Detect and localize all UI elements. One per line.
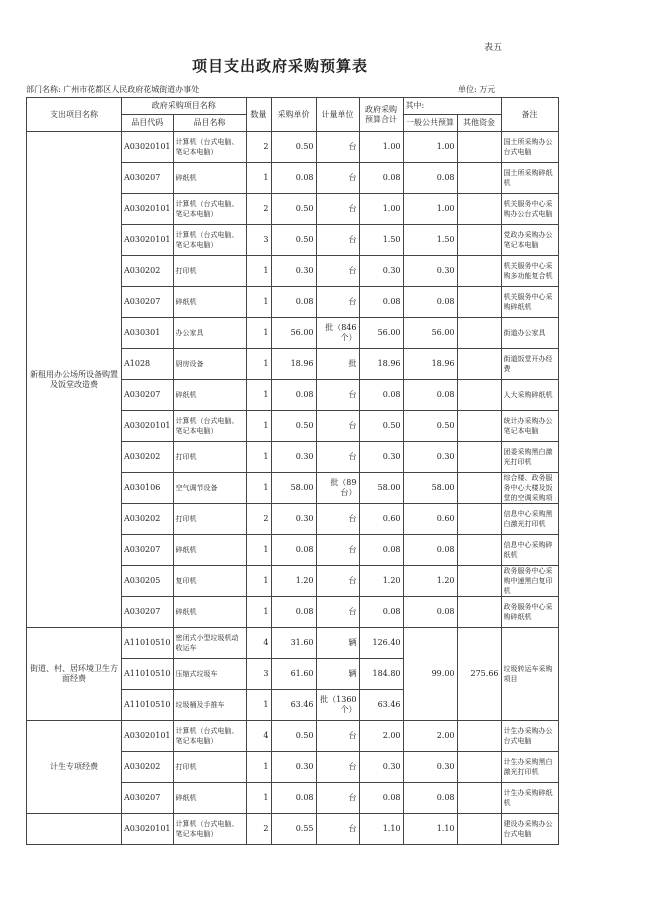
other-funds-cell — [457, 132, 501, 163]
quantity-cell: 1 — [246, 752, 271, 783]
remark-cell: 统计办采购办公笔记本电脑 — [501, 411, 558, 442]
general-budget-cell: 0.08 — [403, 163, 457, 194]
header-code: 品目代码 — [122, 115, 174, 132]
header-project: 支出项目名称 — [27, 98, 122, 132]
item-code-cell: A030202 — [122, 256, 174, 287]
remark-cell: 人大采购碎纸机 — [501, 380, 558, 411]
general-budget-cell: 1.00 — [403, 132, 457, 163]
unit-price-cell: 0.55 — [271, 814, 316, 845]
measure-unit-cell: 台 — [316, 287, 359, 318]
quantity-cell: 1 — [246, 597, 271, 628]
remark-cell: 计生办采购办公台式电脑 — [501, 721, 558, 752]
item-name-cell: 碎纸机 — [173, 163, 246, 194]
quantity-cell: 1 — [246, 473, 271, 504]
measure-unit-cell: 台 — [316, 535, 359, 566]
item-code-cell: A03020101 — [122, 132, 174, 163]
item-name-cell: 厨房设备 — [173, 349, 246, 380]
other-funds-cell — [457, 194, 501, 225]
other-funds-cell — [457, 349, 501, 380]
quantity-cell: 1 — [246, 380, 271, 411]
group-label-cell: 新租用办公场所设备购置及饭堂改造费 — [27, 132, 122, 628]
budget-total-cell: 2.00 — [359, 721, 403, 752]
general-budget-cell: 0.30 — [403, 442, 457, 473]
remark-cell: 垃圾转运车采购项目 — [501, 628, 558, 721]
item-code-cell: A030207 — [122, 783, 174, 814]
other-funds-cell — [457, 535, 501, 566]
quantity-cell: 1 — [246, 287, 271, 318]
unit-price-cell: 0.08 — [271, 535, 316, 566]
measure-unit-cell: 台 — [316, 566, 359, 597]
other-funds-cell — [457, 597, 501, 628]
quantity-cell: 2 — [246, 504, 271, 535]
item-name-cell: 计算机（台式电脑、笔记本电脑） — [173, 721, 246, 752]
department-value: 广州市花都区人民政府花城街道办事处 — [63, 85, 200, 94]
item-name-cell: 计算机（台式电脑、笔记本电脑） — [173, 225, 246, 256]
item-code-cell: A03020101 — [122, 194, 174, 225]
item-name-cell: 空气调节设备 — [173, 473, 246, 504]
unit-price-cell: 0.30 — [271, 442, 316, 473]
general-budget-cell: 58.00 — [403, 473, 457, 504]
header-among: 其中: — [403, 98, 501, 115]
general-budget-cell: 56.00 — [403, 318, 457, 349]
unit-price-cell: 0.50 — [271, 225, 316, 256]
budget-total-cell: 1.00 — [359, 194, 403, 225]
item-name-cell: 计算机（台式电脑、笔记本电脑） — [173, 814, 246, 845]
department-line — [26, 84, 199, 95]
item-name-cell: 碎纸机 — [173, 535, 246, 566]
budget-total-cell: 0.30 — [359, 256, 403, 287]
measure-unit-cell: 台 — [316, 194, 359, 225]
budget-total-cell: 58.00 — [359, 473, 403, 504]
header-qty: 数量 — [246, 98, 271, 132]
other-funds-cell — [457, 473, 501, 504]
measure-unit-cell: 台 — [316, 752, 359, 783]
item-code-cell: A030207 — [122, 597, 174, 628]
other-funds-cell — [457, 814, 501, 845]
unit-price-cell: 31.60 — [271, 628, 316, 659]
item-name-cell: 碎纸机 — [173, 287, 246, 318]
general-budget-cell: 0.30 — [403, 752, 457, 783]
item-name-cell: 计算机（台式电脑、笔记本电脑） — [173, 411, 246, 442]
general-budget-cell: 0.08 — [403, 783, 457, 814]
remark-cell: 信息中心采购碎纸机 — [501, 535, 558, 566]
budget-total-cell: 126.40 — [359, 628, 403, 659]
table-row — [27, 814, 559, 845]
item-code-cell: A03020101 — [122, 225, 174, 256]
measure-unit-cell: 台 — [316, 132, 359, 163]
item-code-cell: A1028 — [122, 349, 174, 380]
other-funds-cell — [457, 256, 501, 287]
quantity-cell: 1 — [246, 318, 271, 349]
item-name-cell: 打印机 — [173, 442, 246, 473]
item-name-cell: 压缩式垃圾车 — [173, 659, 246, 690]
general-budget-cell: 0.08 — [403, 380, 457, 411]
budget-total-cell: 0.08 — [359, 535, 403, 566]
measure-unit-cell: 台 — [316, 504, 359, 535]
remark-cell: 政务服务中心采购中速黑白复印机 — [501, 566, 558, 597]
other-funds-cell — [457, 442, 501, 473]
item-code-cell: A030301 — [122, 318, 174, 349]
remark-cell: 团委采购黑白激光打印机 — [501, 442, 558, 473]
remark-cell: 综合楼、政务服务中心大楼及饭堂的空调采购项 — [501, 473, 558, 504]
unit-price-cell: 0.30 — [271, 752, 316, 783]
group-label-cell: 计生专项经费 — [27, 721, 122, 814]
unit-price-cell: 0.08 — [271, 597, 316, 628]
quantity-cell: 3 — [246, 225, 271, 256]
header-procurement-item: 政府采购项目名称 — [122, 98, 247, 115]
quantity-cell: 1 — [246, 442, 271, 473]
table-row — [27, 132, 559, 163]
quantity-cell: 2 — [246, 814, 271, 845]
quantity-cell: 2 — [246, 132, 271, 163]
remark-cell: 政务服务中心采购碎纸机 — [501, 597, 558, 628]
group-label-cell — [27, 814, 122, 845]
unit-price-cell: 1.20 — [271, 566, 316, 597]
measure-unit-cell: 辆 — [316, 659, 359, 690]
budget-total-cell: 0.08 — [359, 287, 403, 318]
budget-total-cell: 184.80 — [359, 659, 403, 690]
unit-price-cell: 0.50 — [271, 411, 316, 442]
quantity-cell: 1 — [246, 256, 271, 287]
general-budget-cell: 1.20 — [403, 566, 457, 597]
header-name: 品目名称 — [173, 115, 246, 132]
item-name-cell: 计算机（台式电脑、笔记本电脑） — [173, 194, 246, 225]
general-budget-cell: 0.08 — [403, 535, 457, 566]
unit-price-cell: 0.08 — [271, 380, 316, 411]
item-code-cell: A030202 — [122, 442, 174, 473]
measure-unit-cell: 批（846个） — [316, 318, 359, 349]
item-code-cell: A11010510 — [122, 628, 174, 659]
table-row — [27, 628, 559, 659]
general-budget-cell: 0.60 — [403, 504, 457, 535]
unit-price-cell: 18.96 — [271, 349, 316, 380]
other-funds-cell — [457, 504, 501, 535]
remark-cell: 国土所采购办公台式电脑 — [501, 132, 558, 163]
measure-unit-cell: 台 — [316, 783, 359, 814]
remark-cell: 街道办公家具 — [501, 318, 558, 349]
item-code-cell: A030106 — [122, 473, 174, 504]
general-budget-cell: 2.00 — [403, 721, 457, 752]
unit-line — [458, 84, 495, 95]
unit-price-cell: 0.08 — [271, 163, 316, 194]
budget-total-cell: 1.00 — [359, 132, 403, 163]
measure-unit-cell: 批（89台） — [316, 473, 359, 504]
header-remark: 备注 — [501, 98, 558, 132]
budget-total-cell: 0.30 — [359, 442, 403, 473]
budget-total-cell: 1.50 — [359, 225, 403, 256]
budget-total-cell: 1.10 — [359, 814, 403, 845]
measure-unit-cell: 台 — [316, 380, 359, 411]
general-budget-cell: 0.30 — [403, 256, 457, 287]
measure-unit-cell: 台 — [316, 814, 359, 845]
measure-unit-cell: 台 — [316, 597, 359, 628]
remark-cell: 党政办采购办公笔记本电脑 — [501, 225, 558, 256]
unit-price-cell: 0.50 — [271, 132, 316, 163]
item-code-cell: A030202 — [122, 504, 174, 535]
other-funds-cell — [457, 566, 501, 597]
unit-price-cell: 56.00 — [271, 318, 316, 349]
quantity-cell: 3 — [246, 659, 271, 690]
remark-cell: 机关服务中心采购碎纸机 — [501, 287, 558, 318]
procurement-budget-table — [26, 97, 559, 845]
item-code-cell: A03020101 — [122, 721, 174, 752]
quantity-cell: 1 — [246, 411, 271, 442]
form-number: 表五 — [484, 43, 503, 53]
header-total: 政府采购预算合计 — [359, 98, 403, 132]
budget-total-cell: 18.96 — [359, 349, 403, 380]
budget-total-cell: 0.50 — [359, 411, 403, 442]
other-funds-cell — [457, 783, 501, 814]
item-code-cell: A11010510 — [122, 659, 174, 690]
general-budget-cell: 99.00 — [403, 628, 457, 721]
other-funds-cell — [457, 163, 501, 194]
item-code-cell: A11010510 — [122, 690, 174, 721]
measure-unit-cell: 辆 — [316, 628, 359, 659]
general-budget-cell: 0.50 — [403, 411, 457, 442]
budget-total-cell: 0.08 — [359, 597, 403, 628]
other-funds-cell — [457, 752, 501, 783]
header-unit: 计量单位 — [316, 98, 359, 132]
measure-unit-cell: 台 — [316, 411, 359, 442]
item-code-cell: A03020101 — [122, 814, 174, 845]
item-code-cell: A030207 — [122, 535, 174, 566]
general-budget-cell: 1.50 — [403, 225, 457, 256]
other-funds-cell — [457, 287, 501, 318]
remark-cell: 机关服务中心采购多功能复合机 — [501, 256, 558, 287]
budget-total-cell: 0.30 — [359, 752, 403, 783]
remark-cell: 计生办采购碎纸机 — [501, 783, 558, 814]
group-label-cell: 街道、村、居环境卫生方面经费 — [27, 628, 122, 721]
item-name-cell: 计算机（台式电脑、笔记本电脑） — [173, 132, 246, 163]
item-name-cell: 办公家具 — [173, 318, 246, 349]
item-code-cell: A030207 — [122, 163, 174, 194]
item-name-cell: 碎纸机 — [173, 783, 246, 814]
other-funds-cell: 275.66 — [457, 628, 501, 721]
unit-price-cell: 0.50 — [271, 721, 316, 752]
unit-price-cell: 0.30 — [271, 504, 316, 535]
general-budget-cell: 0.08 — [403, 597, 457, 628]
measure-unit-cell: 台 — [316, 163, 359, 194]
measure-unit-cell: 台 — [316, 225, 359, 256]
item-name-cell: 打印机 — [173, 504, 246, 535]
item-name-cell: 密闭式小型垃圾机动收运车 — [173, 628, 246, 659]
item-name-cell: 碎纸机 — [173, 380, 246, 411]
header-general-budget: 一般公共预算 — [403, 115, 457, 132]
measure-unit-cell: 台 — [316, 721, 359, 752]
table-row — [27, 721, 559, 752]
budget-total-cell: 63.46 — [359, 690, 403, 721]
budget-total-cell: 0.08 — [359, 163, 403, 194]
quantity-cell: 4 — [246, 628, 271, 659]
general-budget-cell: 0.08 — [403, 287, 457, 318]
measure-unit-cell: 台 — [316, 442, 359, 473]
measure-unit-cell: 台 — [316, 256, 359, 287]
general-budget-cell: 1.00 — [403, 194, 457, 225]
general-budget-cell: 1.10 — [403, 814, 457, 845]
unit-price-cell: 58.00 — [271, 473, 316, 504]
remark-cell: 国土所采购碎纸机 — [501, 163, 558, 194]
item-name-cell: 打印机 — [173, 752, 246, 783]
budget-total-cell: 0.08 — [359, 380, 403, 411]
department-label: 部门名称: — [26, 85, 61, 94]
general-budget-cell: 18.96 — [403, 349, 457, 380]
remark-cell: 建设办采购办公台式电脑 — [501, 814, 558, 845]
item-code-cell: A030207 — [122, 380, 174, 411]
unit-price-cell: 63.46 — [271, 690, 316, 721]
item-name-cell: 复印机 — [173, 566, 246, 597]
budget-total-cell: 1.20 — [359, 566, 403, 597]
remark-cell: 计生办采购黑白激光打印机 — [501, 752, 558, 783]
unit-price-cell: 61.60 — [271, 659, 316, 690]
unit-label: 单位: — [458, 85, 477, 94]
item-name-cell: 打印机 — [173, 256, 246, 287]
other-funds-cell — [457, 318, 501, 349]
remark-cell: 机关服务中心采购办公台式电脑 — [501, 194, 558, 225]
item-name-cell: 碎纸机 — [173, 597, 246, 628]
unit-price-cell: 0.50 — [271, 194, 316, 225]
quantity-cell: 2 — [246, 194, 271, 225]
unit-price-cell: 0.30 — [271, 256, 316, 287]
measure-unit-cell: 批 — [316, 349, 359, 380]
item-code-cell: A030202 — [122, 752, 174, 783]
measure-unit-cell: 批（1360个） — [316, 690, 359, 721]
quantity-cell: 1 — [246, 163, 271, 194]
header-price: 采购单价 — [271, 98, 316, 132]
unit-price-cell: 0.08 — [271, 287, 316, 318]
page-title: 项目支出政府采购预算表 — [191, 57, 368, 75]
item-code-cell: A030207 — [122, 287, 174, 318]
quantity-cell: 1 — [246, 783, 271, 814]
unit-price-cell: 0.08 — [271, 783, 316, 814]
item-code-cell: A030205 — [122, 566, 174, 597]
other-funds-cell — [457, 721, 501, 752]
remark-cell: 信息中心采购黑白激光打印机 — [501, 504, 558, 535]
unit-value: 万元 — [479, 85, 496, 94]
item-code-cell: A03020101 — [122, 411, 174, 442]
quantity-cell: 1 — [246, 349, 271, 380]
other-funds-cell — [457, 411, 501, 442]
remark-cell: 街道饭堂开办经费 — [501, 349, 558, 380]
item-name-cell: 垃圾桶及手推车 — [173, 690, 246, 721]
budget-total-cell: 56.00 — [359, 318, 403, 349]
other-funds-cell — [457, 225, 501, 256]
budget-total-cell: 0.08 — [359, 783, 403, 814]
budget-total-cell: 0.60 — [359, 504, 403, 535]
quantity-cell: 1 — [246, 566, 271, 597]
quantity-cell: 1 — [246, 535, 271, 566]
header-other-funds: 其他资金 — [457, 115, 501, 132]
quantity-cell: 4 — [246, 721, 271, 752]
quantity-cell: 1 — [246, 690, 271, 721]
other-funds-cell — [457, 380, 501, 411]
